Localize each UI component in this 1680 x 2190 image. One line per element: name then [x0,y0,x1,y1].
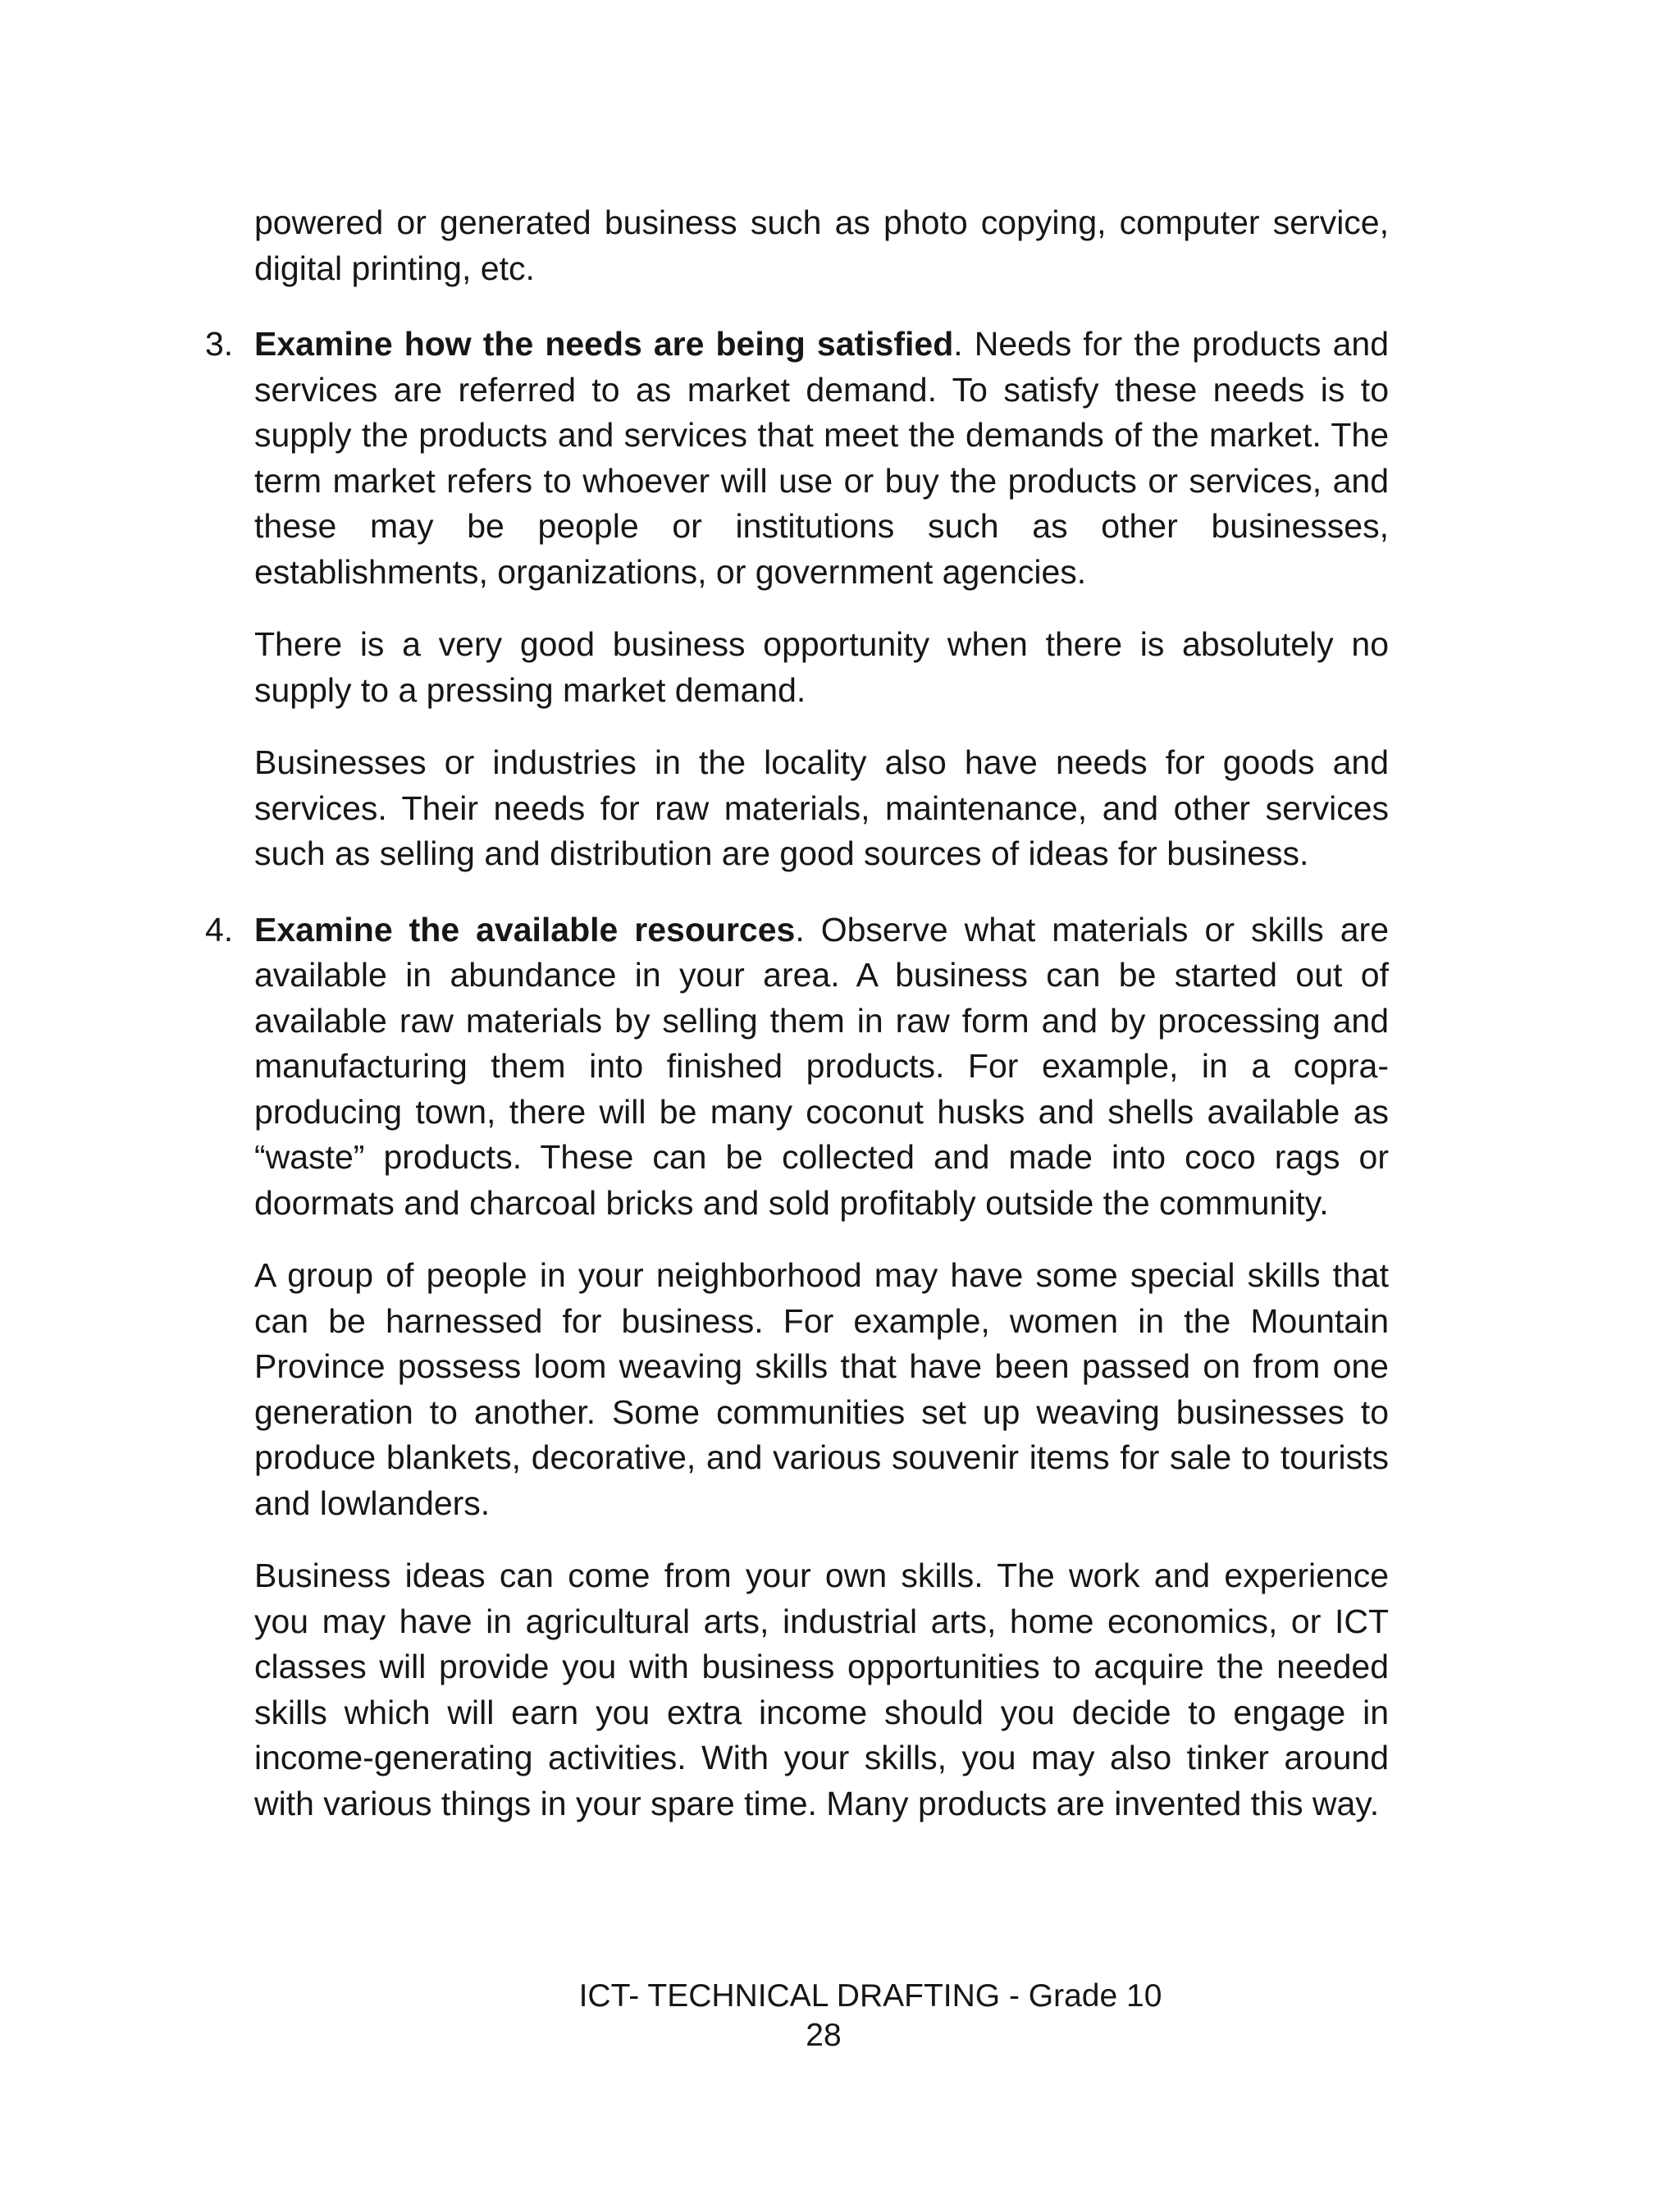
list-heading: Examine the available resources [254,910,796,949]
paragraph: A group of people in your neighborhood may have some special skills that can be harnessed for business. For example, women in the Mountain Province possess loom weaving skills that have been passed on from one generation to another. Some communities set up weaving businesses to produce blankets, decorative, and various souvenir items for sale to tourists and lowlanders. [254,1256,1389,1522]
paragraph: There is a very good business opportunity when there is absolutely no supply to a pressing market demand. [254,625,1389,709]
list-item-4 [194,908,1389,1227]
list-heading-punct: . [953,325,963,363]
list-item-3 [194,322,1389,595]
list-heading-punct: . [795,910,805,949]
list-heading: Examine how the needs are being satisfied [254,325,954,363]
footer-title: ICT- TECHNICAL DRAFTING - Grade 10 [578,1978,1162,2014]
paragraph: Business ideas can come from your own skills. The work and experience you may have in agricultural arts, industrial arts, home economics, or ICT classes will provide you with business opportunities to acquire the needed skills which will earn you extra income should you decide to engage in income-generating activities. With your skills, you may also tinker around with various things in your spare time. Many products are invented this way. [254,1557,1389,1822]
page-body [194,200,1389,1827]
paragraph-continuation: powered or generated business such as photo copying, computer service, digital printing, etc. [254,203,1389,287]
list-body: Observe what materials or skills are available in abundance in your area. A business can be started out of available raw materials by selling them in raw form and by processing and manufacturing them into finished products. For example, in a copra-producing town, there will be many coconut husks and shells available as “waste” products. These can be collected and made into coco rags or doormats and charcoal bricks and sold profitably outside the community. [254,910,1390,1222]
paragraph: Businesses or industries in the locality also have needs for goods and services. Their needs for raw materials, maintenance, and other services such as selling and distribution are good sources of ideas for business. [254,743,1389,872]
list-body: Needs for the products and services are referred to as market demand. To satisfy these needs is to supply the products and services that meet the demands of the market. The term market refers to whoever will use or buy the products or services, and these may be people or institutions such as other businesses, establishments, organizations, or government agencies. [254,325,1389,591]
list-number: 4. [205,910,234,949]
page-number: 28 [806,2018,842,2053]
list-number: 3. [205,325,234,363]
